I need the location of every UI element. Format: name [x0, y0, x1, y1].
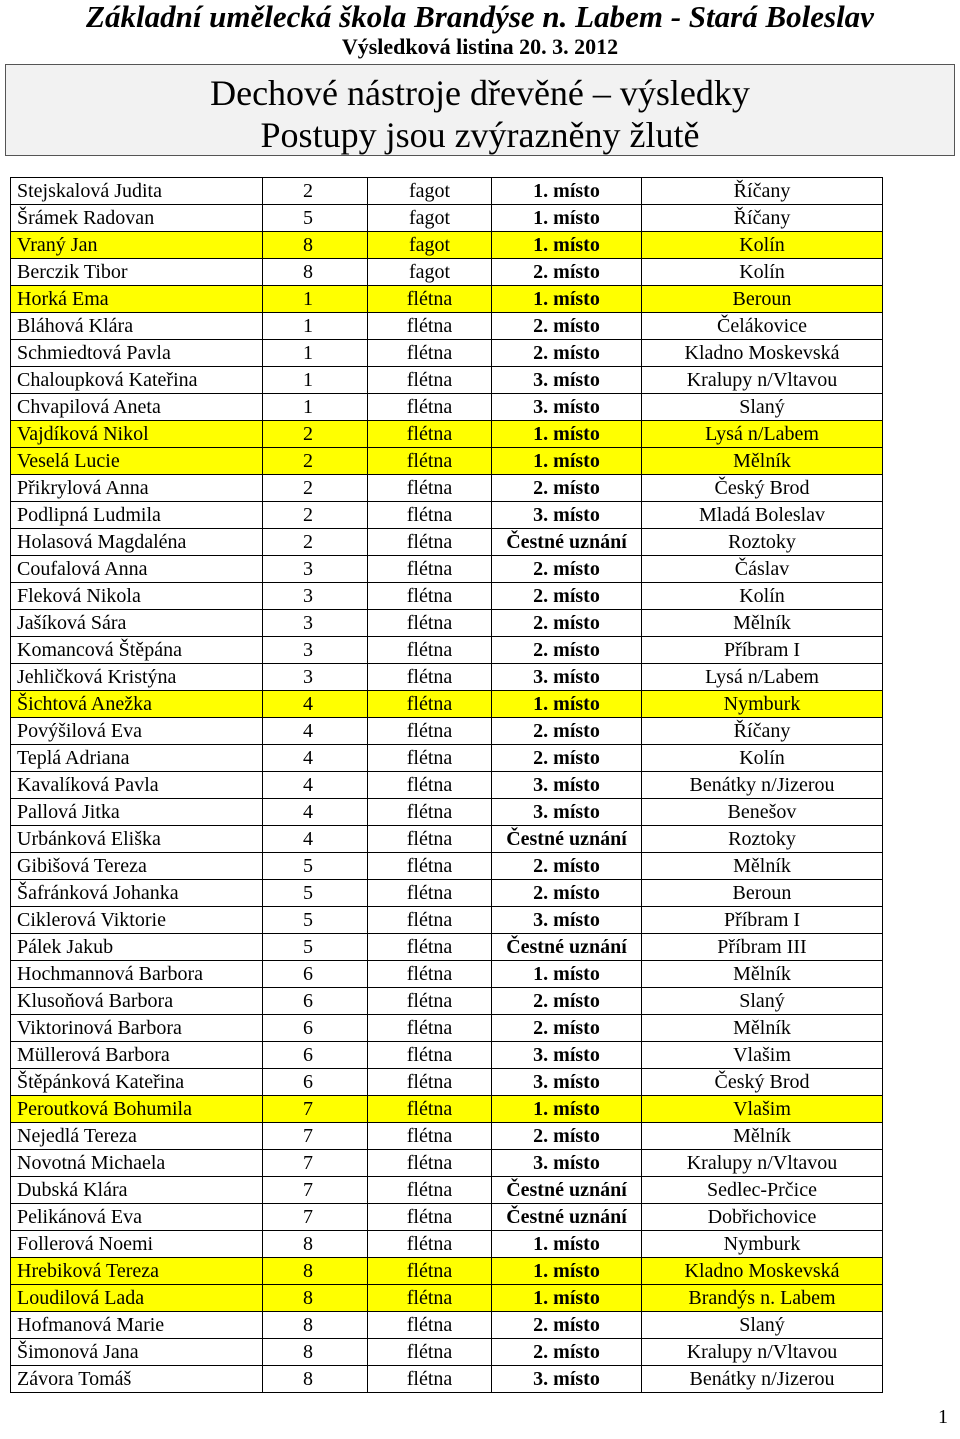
table-row — [11, 799, 883, 826]
cell-instrument: fagot — [368, 205, 492, 232]
cell-instrument: flétna — [368, 1150, 492, 1177]
cell-school-town: Kladno Moskevská — [642, 1258, 883, 1285]
cell-placement: 2. místo — [492, 556, 642, 583]
cell-instrument: flétna — [368, 1312, 492, 1339]
cell-placement: 2. místo — [492, 718, 642, 745]
cell-category: 3 — [263, 664, 368, 691]
table-row — [11, 988, 883, 1015]
cell-instrument: flétna — [368, 583, 492, 610]
cell-instrument: flétna — [368, 1204, 492, 1231]
cell-name: Gibišová Tereza — [11, 853, 263, 880]
cell-name: Loudilová Lada — [11, 1285, 263, 1312]
cell-category: 2 — [263, 421, 368, 448]
cell-instrument: fagot — [368, 178, 492, 205]
cell-placement: 2. místo — [492, 880, 642, 907]
cell-name: Pelikánová Eva — [11, 1204, 263, 1231]
cell-name: Pallová Jitka — [11, 799, 263, 826]
cell-school-town: Kolín — [642, 583, 883, 610]
cell-category: 5 — [263, 853, 368, 880]
cell-category: 8 — [263, 1285, 368, 1312]
banner-title: Dechové nástroje dřevěné – výsledky — [210, 73, 750, 113]
cell-placement: 3. místo — [492, 1150, 642, 1177]
cell-name: Holasová Magdaléna — [11, 529, 263, 556]
cell-name: Teplá Adriana — [11, 745, 263, 772]
table-row — [11, 1096, 883, 1123]
cell-category: 3 — [263, 637, 368, 664]
cell-instrument: flétna — [368, 1096, 492, 1123]
cell-category: 1 — [263, 367, 368, 394]
table-row — [11, 1366, 883, 1393]
cell-instrument: flétna — [368, 475, 492, 502]
cell-category: 4 — [263, 772, 368, 799]
table-row — [11, 907, 883, 934]
cell-school-town: Český Brod — [642, 1069, 883, 1096]
cell-instrument: flétna — [368, 880, 492, 907]
cell-school-town: Mělník — [642, 853, 883, 880]
cell-placement: 3. místo — [492, 1366, 642, 1393]
cell-instrument: flétna — [368, 691, 492, 718]
table-row — [11, 475, 883, 502]
cell-instrument: flétna — [368, 1042, 492, 1069]
cell-name: Vajdíková Nikol — [11, 421, 263, 448]
cell-category: 6 — [263, 1042, 368, 1069]
cell-instrument: flétna — [368, 826, 492, 853]
cell-placement: 3. místo — [492, 367, 642, 394]
cell-category: 2 — [263, 502, 368, 529]
cell-category: 7 — [263, 1123, 368, 1150]
cell-category: 2 — [263, 448, 368, 475]
cell-name: Šichtová Anežka — [11, 691, 263, 718]
cell-placement: 2. místo — [492, 259, 642, 286]
cell-name: Kavalíková Pavla — [11, 772, 263, 799]
cell-instrument: flétna — [368, 1015, 492, 1042]
cell-category: 1 — [263, 286, 368, 313]
table-row — [11, 1285, 883, 1312]
cell-instrument: flétna — [368, 934, 492, 961]
cell-name: Urbánková Eliška — [11, 826, 263, 853]
cell-school-town: Beroun — [642, 286, 883, 313]
cell-school-town: Lysá n/Labem — [642, 421, 883, 448]
cell-name: Coufalová Anna — [11, 556, 263, 583]
cell-instrument: flétna — [368, 718, 492, 745]
cell-category: 7 — [263, 1177, 368, 1204]
cell-name: Peroutková Bohumila — [11, 1096, 263, 1123]
cell-name: Pálek Jakub — [11, 934, 263, 961]
cell-school-town: Benátky n/Jizerou — [642, 1366, 883, 1393]
cell-category: 4 — [263, 718, 368, 745]
cell-school-town: Vlašim — [642, 1096, 883, 1123]
cell-name: Veselá Lucie — [11, 448, 263, 475]
cell-name: Nejedlá Tereza — [11, 1123, 263, 1150]
cell-placement: 2. místo — [492, 988, 642, 1015]
cell-category: 8 — [263, 1366, 368, 1393]
table-row — [11, 1312, 883, 1339]
cell-placement: 2. místo — [492, 1015, 642, 1042]
table-row — [11, 1177, 883, 1204]
cell-placement: 1. místo — [492, 961, 642, 988]
cell-name: Berczik Tibor — [11, 259, 263, 286]
cell-name: Štěpánková Kateřina — [11, 1069, 263, 1096]
cell-placement: 2. místo — [492, 1123, 642, 1150]
table-row — [11, 1258, 883, 1285]
school-title: Základní umělecká škola Brandýse n. Labem - Stará Boleslav — [86, 0, 874, 34]
cell-category: 7 — [263, 1204, 368, 1231]
cell-school-town: Sedlec-Prčice — [642, 1177, 883, 1204]
cell-category: 8 — [263, 1258, 368, 1285]
cell-instrument: flétna — [368, 502, 492, 529]
category-banner — [5, 64, 955, 156]
table-row — [11, 340, 883, 367]
cell-school-town: Mladá Boleslav — [642, 502, 883, 529]
page-number: 1 — [938, 1406, 948, 1428]
cell-name: Jehličková Kristýna — [11, 664, 263, 691]
cell-name: Stejskalová Judita — [11, 178, 263, 205]
cell-placement: 2. místo — [492, 583, 642, 610]
cell-instrument: flétna — [368, 988, 492, 1015]
cell-instrument: flétna — [368, 907, 492, 934]
cell-name: Chvapilová Aneta — [11, 394, 263, 421]
cell-school-town: Říčany — [642, 178, 883, 205]
cell-school-town: Vlašim — [642, 1042, 883, 1069]
cell-category: 8 — [263, 1339, 368, 1366]
cell-name: Šafránková Johanka — [11, 880, 263, 907]
cell-name: Ciklerová Viktorie — [11, 907, 263, 934]
cell-placement: 3. místo — [492, 502, 642, 529]
cell-name: Dubská Klára — [11, 1177, 263, 1204]
cell-school-town: Beroun — [642, 880, 883, 907]
table-row — [11, 232, 883, 259]
cell-instrument: flétna — [368, 421, 492, 448]
cell-placement: 1. místo — [492, 232, 642, 259]
cell-instrument: flétna — [368, 1069, 492, 1096]
cell-category: 1 — [263, 340, 368, 367]
cell-placement: 2. místo — [492, 637, 642, 664]
cell-placement: 3. místo — [492, 1042, 642, 1069]
cell-category: 5 — [263, 934, 368, 961]
cell-category: 5 — [263, 907, 368, 934]
cell-placement: 2. místo — [492, 340, 642, 367]
cell-placement: 2. místo — [492, 475, 642, 502]
cell-name: Chaloupková Kateřina — [11, 367, 263, 394]
cell-name: Vraný Jan — [11, 232, 263, 259]
cell-name: Závora Tomáš — [11, 1366, 263, 1393]
results-body — [11, 178, 883, 1393]
cell-school-town: Roztoky — [642, 826, 883, 853]
cell-name: Follerová Noemi — [11, 1231, 263, 1258]
cell-instrument: flétna — [368, 448, 492, 475]
cell-instrument: flétna — [368, 556, 492, 583]
cell-category: 1 — [263, 394, 368, 421]
cell-school-town: Příbram III — [642, 934, 883, 961]
cell-placement: 2. místo — [492, 1312, 642, 1339]
table-row — [11, 313, 883, 340]
cell-instrument: flétna — [368, 1339, 492, 1366]
cell-placement: Čestné uznání — [492, 826, 642, 853]
cell-name: Povýšilová Eva — [11, 718, 263, 745]
table-row — [11, 529, 883, 556]
table-row — [11, 961, 883, 988]
cell-school-town: Mělník — [642, 610, 883, 637]
cell-instrument: flétna — [368, 745, 492, 772]
cell-instrument: flétna — [368, 610, 492, 637]
table-row — [11, 826, 883, 853]
cell-name: Novotná Michaela — [11, 1150, 263, 1177]
table-row — [11, 610, 883, 637]
cell-category: 6 — [263, 1069, 368, 1096]
cell-school-town: Kladno Moskevská — [642, 340, 883, 367]
table-row — [11, 637, 883, 664]
cell-category: 3 — [263, 583, 368, 610]
cell-category: 4 — [263, 745, 368, 772]
cell-school-town: Benátky n/Jizerou — [642, 772, 883, 799]
cell-name: Müllerová Barbora — [11, 1042, 263, 1069]
cell-name: Bláhová Klára — [11, 313, 263, 340]
cell-name: Podlipná Ludmila — [11, 502, 263, 529]
cell-school-town: Mělník — [642, 1123, 883, 1150]
cell-placement: 1. místo — [492, 421, 642, 448]
cell-placement: 3. místo — [492, 799, 642, 826]
cell-category: 2 — [263, 529, 368, 556]
cell-school-town: Kolín — [642, 259, 883, 286]
table-row — [11, 1231, 883, 1258]
cell-instrument: flétna — [368, 1258, 492, 1285]
cell-category: 2 — [263, 178, 368, 205]
listing-subtitle: Výsledková listina 20. 3. 2012 — [341, 34, 619, 59]
table-row — [11, 1015, 883, 1042]
cell-school-town: Říčany — [642, 718, 883, 745]
results-table — [10, 177, 883, 1393]
table-row — [11, 394, 883, 421]
cell-placement: 3. místo — [492, 664, 642, 691]
cell-instrument: fagot — [368, 232, 492, 259]
cell-school-town: Kralupy n/Vltavou — [642, 367, 883, 394]
cell-name: Komancová Štěpána — [11, 637, 263, 664]
cell-category: 5 — [263, 880, 368, 907]
cell-placement: 3. místo — [492, 1069, 642, 1096]
cell-name: Schmiedtová Pavla — [11, 340, 263, 367]
cell-placement: 3. místo — [492, 772, 642, 799]
cell-instrument: flétna — [368, 1123, 492, 1150]
cell-school-town: Roztoky — [642, 529, 883, 556]
cell-placement: 2. místo — [492, 610, 642, 637]
cell-placement: 3. místo — [492, 907, 642, 934]
cell-category: 4 — [263, 691, 368, 718]
cell-school-town: Mělník — [642, 961, 883, 988]
cell-instrument: flétna — [368, 853, 492, 880]
cell-category: 8 — [263, 1312, 368, 1339]
table-row — [11, 448, 883, 475]
cell-instrument: flétna — [368, 961, 492, 988]
cell-placement: 2. místo — [492, 313, 642, 340]
cell-category: 4 — [263, 799, 368, 826]
cell-category: 3 — [263, 556, 368, 583]
cell-school-town: Říčany — [642, 205, 883, 232]
cell-placement: 1. místo — [492, 1096, 642, 1123]
cell-instrument: flétna — [368, 1366, 492, 1393]
cell-school-town: Benešov — [642, 799, 883, 826]
table-row — [11, 1150, 883, 1177]
cell-name: Hrebiková Tereza — [11, 1258, 263, 1285]
cell-instrument: flétna — [368, 313, 492, 340]
table-row — [11, 745, 883, 772]
cell-school-town: Příbram I — [642, 637, 883, 664]
cell-instrument: flétna — [368, 1177, 492, 1204]
table-row — [11, 502, 883, 529]
table-row — [11, 583, 883, 610]
table-row — [11, 421, 883, 448]
cell-name: Šrámek Radovan — [11, 205, 263, 232]
cell-category: 7 — [263, 1150, 368, 1177]
cell-placement: 1. místo — [492, 448, 642, 475]
cell-category: 8 — [263, 259, 368, 286]
cell-instrument: flétna — [368, 1231, 492, 1258]
cell-name: Viktorinová Barbora — [11, 1015, 263, 1042]
table-row — [11, 556, 883, 583]
cell-placement: 1. místo — [492, 286, 642, 313]
cell-name: Hofmanová Marie — [11, 1312, 263, 1339]
cell-school-town: Kolín — [642, 745, 883, 772]
cell-category: 6 — [263, 988, 368, 1015]
cell-school-town: Slaný — [642, 394, 883, 421]
cell-category: 6 — [263, 961, 368, 988]
cell-name: Fleková Nikola — [11, 583, 263, 610]
cell-placement: 3. místo — [492, 394, 642, 421]
table-row — [11, 286, 883, 313]
cell-school-town: Mělník — [642, 448, 883, 475]
cell-instrument: flétna — [368, 529, 492, 556]
table-row — [11, 934, 883, 961]
cell-placement: 1. místo — [492, 1285, 642, 1312]
cell-school-town: Slaný — [642, 1312, 883, 1339]
cell-category: 2 — [263, 475, 368, 502]
cell-name: Šimonová Jana — [11, 1339, 263, 1366]
cell-placement: 2. místo — [492, 853, 642, 880]
cell-school-town: Kolín — [642, 232, 883, 259]
cell-placement: Čestné uznání — [492, 529, 642, 556]
cell-school-town: Kralupy n/Vltavou — [642, 1339, 883, 1366]
table-row — [11, 367, 883, 394]
table-row — [11, 205, 883, 232]
table-row — [11, 178, 883, 205]
cell-placement: 1. místo — [492, 1231, 642, 1258]
cell-placement: 1. místo — [492, 205, 642, 232]
cell-name: Přikrylová Anna — [11, 475, 263, 502]
cell-name: Horká Ema — [11, 286, 263, 313]
cell-school-town: Slaný — [642, 988, 883, 1015]
cell-category: 7 — [263, 1096, 368, 1123]
cell-category: 3 — [263, 610, 368, 637]
cell-instrument: flétna — [368, 799, 492, 826]
banner-note: Postupy jsou zvýrazněny žlutě — [260, 115, 700, 155]
cell-instrument: flétna — [368, 664, 492, 691]
cell-category: 8 — [263, 1231, 368, 1258]
table-row — [11, 880, 883, 907]
cell-school-town: Nymburk — [642, 691, 883, 718]
cell-name: Jašíková Sára — [11, 610, 263, 637]
cell-school-town: Příbram I — [642, 907, 883, 934]
table-row — [11, 1339, 883, 1366]
cell-school-town: Kralupy n/Vltavou — [642, 1150, 883, 1177]
table-row — [11, 259, 883, 286]
cell-school-town: Dobřichovice — [642, 1204, 883, 1231]
cell-school-town: Čelákovice — [642, 313, 883, 340]
cell-category: 4 — [263, 826, 368, 853]
cell-school-town: Mělník — [642, 1015, 883, 1042]
cell-school-town: Nymburk — [642, 1231, 883, 1258]
table-row — [11, 691, 883, 718]
cell-placement: 1. místo — [492, 178, 642, 205]
cell-placement: Čestné uznání — [492, 1177, 642, 1204]
table-row — [11, 718, 883, 745]
cell-placement: 2. místo — [492, 745, 642, 772]
cell-placement: 2. místo — [492, 1339, 642, 1366]
table-row — [11, 1204, 883, 1231]
cell-school-town: Čáslav — [642, 556, 883, 583]
table-row — [11, 853, 883, 880]
cell-instrument: flétna — [368, 367, 492, 394]
cell-school-town: Brandýs n. Labem — [642, 1285, 883, 1312]
cell-placement: Čestné uznání — [492, 934, 642, 961]
cell-instrument: flétna — [368, 1285, 492, 1312]
table-row — [11, 1123, 883, 1150]
cell-school-town: Lysá n/Labem — [642, 664, 883, 691]
cell-instrument: fagot — [368, 259, 492, 286]
cell-school-town: Český Brod — [642, 475, 883, 502]
cell-category: 8 — [263, 232, 368, 259]
cell-instrument: flétna — [368, 286, 492, 313]
cell-instrument: flétna — [368, 340, 492, 367]
cell-placement: 1. místo — [492, 1258, 642, 1285]
table-row — [11, 1069, 883, 1096]
cell-placement: 1. místo — [492, 691, 642, 718]
table-row — [11, 1042, 883, 1069]
cell-instrument: flétna — [368, 772, 492, 799]
cell-category: 5 — [263, 205, 368, 232]
cell-category: 1 — [263, 313, 368, 340]
cell-instrument: flétna — [368, 394, 492, 421]
cell-name: Hochmannová Barbora — [11, 961, 263, 988]
cell-placement: Čestné uznání — [492, 1204, 642, 1231]
table-row — [11, 664, 883, 691]
cell-name: Klusoňová Barbora — [11, 988, 263, 1015]
table-row — [11, 772, 883, 799]
cell-category: 6 — [263, 1015, 368, 1042]
cell-instrument: flétna — [368, 637, 492, 664]
